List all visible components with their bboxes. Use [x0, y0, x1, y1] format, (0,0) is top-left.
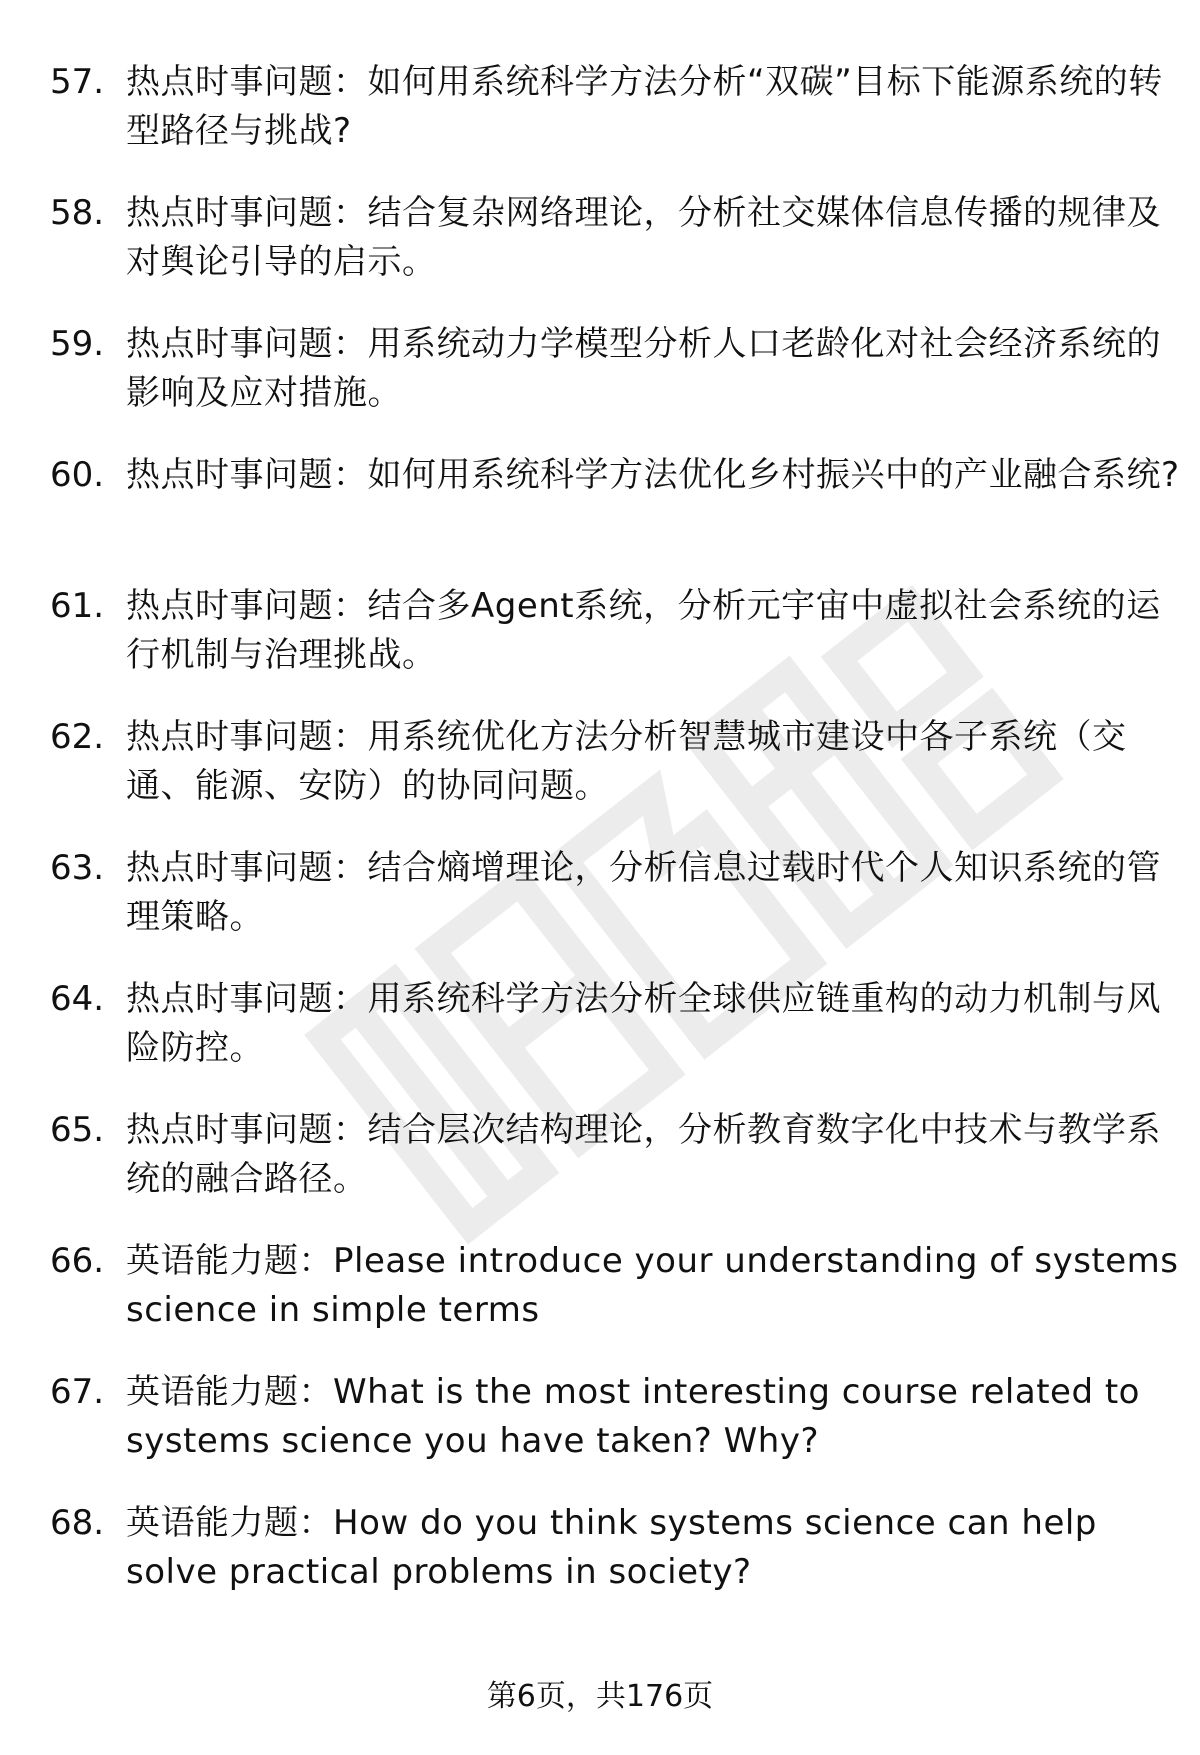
question-item	[50, 58, 1163, 189]
question-content	[126, 58, 1192, 156]
question-number: 66.	[50, 1241, 105, 1281]
question-category: 英语能力题：	[126, 1372, 333, 1412]
question-content	[126, 451, 1192, 500]
question-content	[126, 582, 1192, 680]
question-content	[126, 189, 1192, 287]
question-category: 英语能力题：	[126, 1503, 333, 1543]
question-number: 68.	[50, 1503, 105, 1543]
question-item	[50, 189, 1161, 320]
question-number: 59.	[50, 324, 105, 364]
question-item	[50, 1499, 1140, 1630]
question-number: 67.	[50, 1372, 105, 1412]
question-text: 用系统动力学模型分析人口老龄化对社会经济系统的影响及应对措施。	[126, 324, 1161, 413]
question-number: 58.	[50, 193, 105, 233]
question-category: 热点时事问题：	[126, 62, 368, 102]
question-list	[50, 58, 1180, 1630]
question-item	[50, 320, 1161, 451]
question-category: 热点时事问题：	[126, 193, 368, 233]
question-content	[126, 975, 1192, 1073]
question-text: 如何用系统科学方法优化乡村振兴中的产业融合系统?	[367, 455, 1180, 495]
question-text: Please introduce your understanding of systems science in simple terms	[126, 1241, 1179, 1330]
question-number: 62.	[50, 717, 105, 757]
question-text: 结合复杂网络理论，分析社交媒体信息传播的规律及对舆论引导的启示。	[126, 193, 1161, 282]
question-content	[126, 320, 1192, 418]
question-item	[50, 713, 1140, 844]
question-number: 63.	[50, 848, 105, 888]
question-text: How do you think systems science can help solve practical problems in society?	[126, 1503, 1097, 1592]
question-text: 用系统科学方法分析全球供应链重构的动力机制与风险防控。	[126, 979, 1161, 1068]
question-item	[50, 975, 1161, 1106]
question-text: 用系统优化方法分析智慧城市建设中各子系统（交通、能源、安防）的协同问题。	[126, 717, 1127, 806]
question-category: 热点时事问题：	[126, 717, 368, 757]
question-category: 热点时事问题：	[126, 455, 368, 495]
question-content	[126, 1106, 1192, 1204]
question-number: 64.	[50, 979, 105, 1019]
question-item	[50, 582, 1161, 713]
question-content	[126, 844, 1192, 942]
question-item	[50, 451, 1180, 582]
question-content	[126, 1368, 1192, 1466]
question-text: 结合熵增理论，分析信息过载时代个人知识系统的管理策略。	[126, 848, 1161, 937]
question-category: 热点时事问题：	[126, 848, 368, 888]
question-number: 60.	[50, 455, 105, 495]
question-category: 热点时事问题：	[126, 324, 368, 364]
question-item	[50, 1368, 1140, 1499]
question-item	[50, 1106, 1161, 1237]
page-number: 第6页，共176页	[486, 1679, 714, 1714]
question-content	[126, 1237, 1192, 1335]
question-text: 结合多Agent系统，分析元宇宙中虚拟社会系统的运行机制与治理挑战。	[126, 586, 1161, 675]
question-item	[50, 844, 1161, 975]
question-category: 热点时事问题：	[126, 1110, 368, 1150]
question-number: 57.	[50, 62, 105, 102]
question-content	[126, 1499, 1192, 1597]
page-footer	[0, 1677, 1200, 1717]
question-text: 如何用系统科学方法分析“双碳”目标下能源系统的转型路径与挑战?	[126, 62, 1163, 151]
question-text: 结合层次结构理论，分析教育数字化中技术与教学系统的融合路径。	[126, 1110, 1161, 1199]
question-category: 英语能力题：	[126, 1241, 333, 1281]
question-number: 61.	[50, 586, 105, 626]
question-category: 热点时事问题：	[126, 979, 368, 1019]
question-content	[126, 713, 1192, 811]
question-item	[50, 1237, 1179, 1368]
question-text: What is the most interesting course related to systems science you have taken? Why?	[126, 1372, 1140, 1461]
question-number: 65.	[50, 1110, 105, 1150]
question-category: 热点时事问题：	[126, 586, 368, 626]
